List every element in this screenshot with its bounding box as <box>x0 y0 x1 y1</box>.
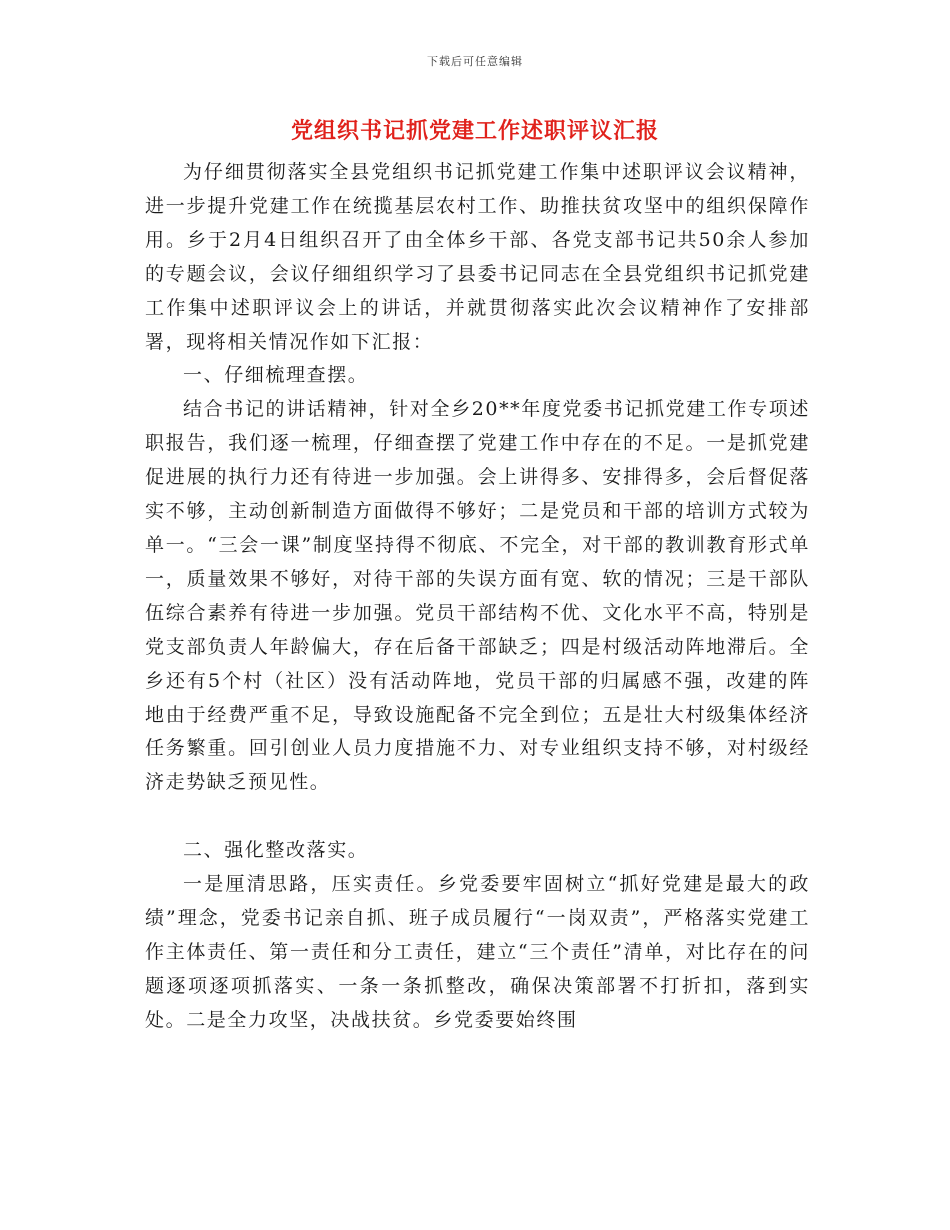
document-title: 党组织书记抓党建工作述职评议汇报 <box>290 118 659 144</box>
header-note: 下载后可任意编辑 <box>427 55 523 68</box>
section-heading-2: 二、强化整改落实。 <box>183 839 369 862</box>
paragraph-section-2: 一是厘清思路，压实责任。乡党委要牢固树立“抓好党建是最大的政绩”理念，党委书记亲自抓、班子成员履行“一岗双责”，严格落实党建工作主体责任、第一责任和分工责任，建立“三个责任”清单，对比存在的问题逐项逐项抓落实、一条一条抓整改，确保决策部署不打折扣，落到实处。二是全力攻坚，决战扶贫。乡党委要始终围 <box>145 873 810 1031</box>
section-heading-1: 一、仔细梳理查摆。 <box>183 364 369 387</box>
paragraph-intro: 为仔细贯彻落实全县党组织书记抓党建工作集中述职评议会议精神，进一步提升党建工作在统揽基层农村工作、助推扶贫攻坚中的组织保障作用。乡于2月4日组织召开了由全体乡干部、各党支部书记共50余人参加的专题会议，会议仔细组织学习了县委书记同志在全县党组织书记抓党建工作集中述职评议会上的讲话，并就贯彻落实此次会议精神作了安排部署，现将相关情况作如下汇报： <box>145 161 810 353</box>
document-body <box>145 156 810 1038</box>
paragraph-section-1: 结合书记的讲话精神，针对全乡20**年度党委书记抓党建工作专项述职报告，我们逐一梳理，仔细查摆了党建工作中存在的不足。一是抓党建促进展的执行力还有待进一步加强。会上讲得多、安排得多，会后督促落实不够，主动创新制造方面做得不够好；二是党员和干部的培训方式较为单一。“三会一课”制度坚持得不彻底、不完全，对干部的教训教育形式单一，质量效果不够好，对待干部的失误方面有宽、软的情况；三是干部队伍综合素养有待进一步加强。党员干部结构不优、文化水平不高，特别是党支部负责人年龄偏大，存在后备干部缺乏；四是村级活动阵地滞后。全乡还有5个村（社区）没有活动阵地，党员干部的归属感不强，改建的阵地由于经费严重不足，导致设施配备不完全到位；五是壮大村级集体经济任务繁重。回引创业人员力度措施不力、对专业组织支持不够，对村级经济走势缺乏预见性。 <box>145 398 810 794</box>
